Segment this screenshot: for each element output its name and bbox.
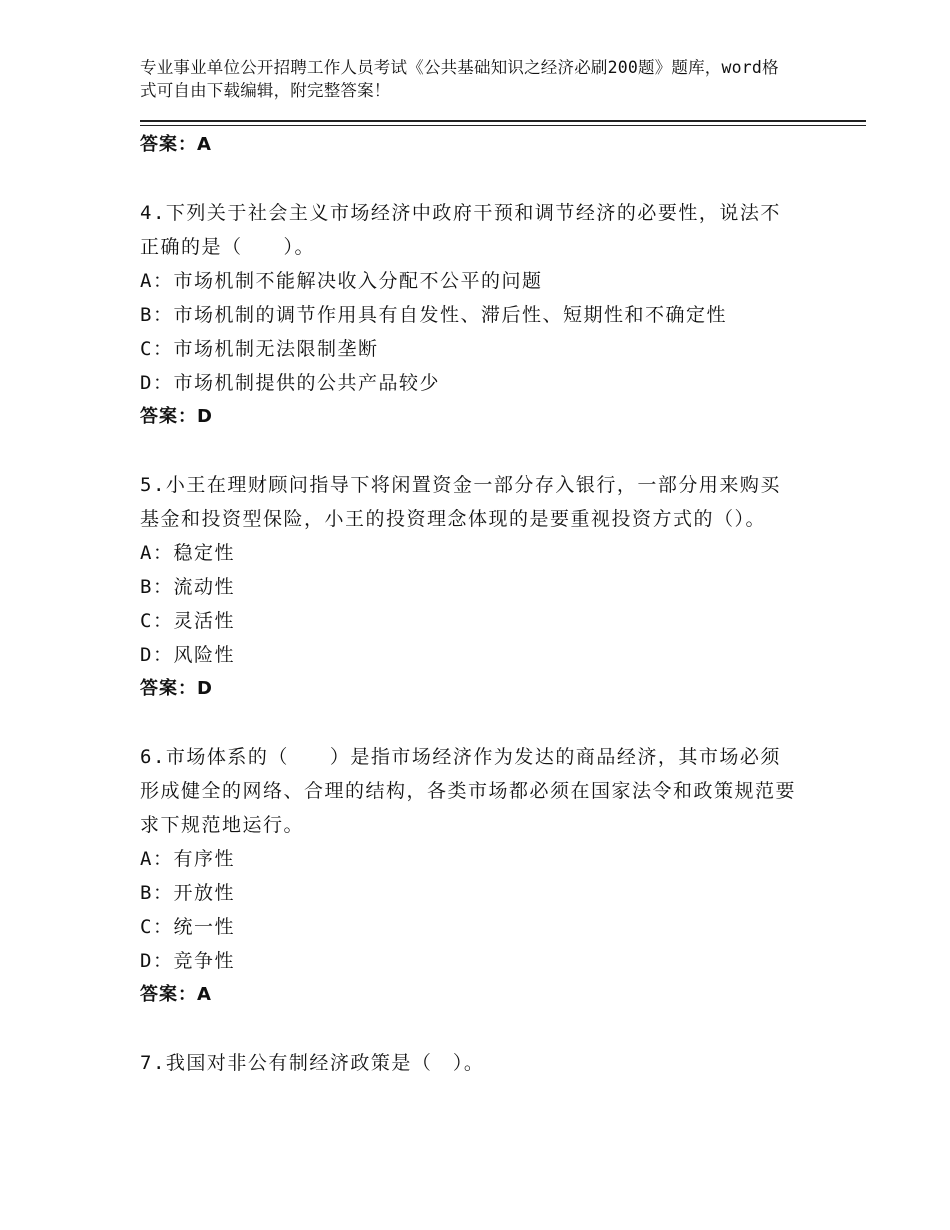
option-d: D：市场机制提供的公共产品较少 <box>140 372 440 394</box>
option-b: B：开放性 <box>140 882 235 904</box>
question-stem: 5.小王在理财顾问指导下将闲置资金一部分存入银行，一部分用来购买基金和投资型保险，小王的投资理念体现的是要重视投资方式的（）。 <box>140 474 781 530</box>
header-rule-thin <box>140 125 866 126</box>
question-4 <box>140 196 800 434</box>
option-c: C：灵活性 <box>140 610 235 632</box>
question-stem: 6.市场体系的（ ）是指市场经济作为发达的商品经济，其市场必须形成健全的网络、合理的结构，各类市场都必须在国家法令和政策规范要求下规范地运行。 <box>140 746 797 836</box>
answer-label: 答案：D <box>140 678 213 699</box>
question-stem: 7.我国对非公有制经济政策是（ ）。 <box>140 1052 485 1074</box>
question-stem: 4.下列关于社会主义市场经济中政府干预和调节经济的必要性，说法不正确的是（ ）。 <box>140 202 781 258</box>
option-b: B：流动性 <box>140 576 235 598</box>
question-6 <box>140 740 800 1012</box>
header-text: 专业事业单位公开招聘工作人员考试《公共基础知识之经济必刷200题》题库，word格式可自由下载编辑，附完整答案！ <box>140 58 779 100</box>
answer-label: 答案：D <box>140 406 213 427</box>
option-d: D：竞争性 <box>140 950 235 972</box>
question-list <box>140 128 800 1080</box>
answer-q3: 答案：A <box>140 134 212 155</box>
option-c: C：市场机制无法限制垄断 <box>140 338 379 360</box>
option-a: A：稳定性 <box>140 542 235 564</box>
document-header <box>140 56 780 102</box>
option-a: A：有序性 <box>140 848 235 870</box>
question-5 <box>140 468 800 706</box>
option-a: A：市场机制不能解决收入分配不公平的问题 <box>140 270 543 292</box>
option-b: B：市场机制的调节作用具有自发性、滞后性、短期性和不确定性 <box>140 304 727 326</box>
answer-label: 答案：A <box>140 984 212 1005</box>
question-7 <box>140 1046 800 1080</box>
option-d: D：风险性 <box>140 644 235 666</box>
option-c: C：统一性 <box>140 916 235 938</box>
header-rule-thick <box>140 120 866 122</box>
